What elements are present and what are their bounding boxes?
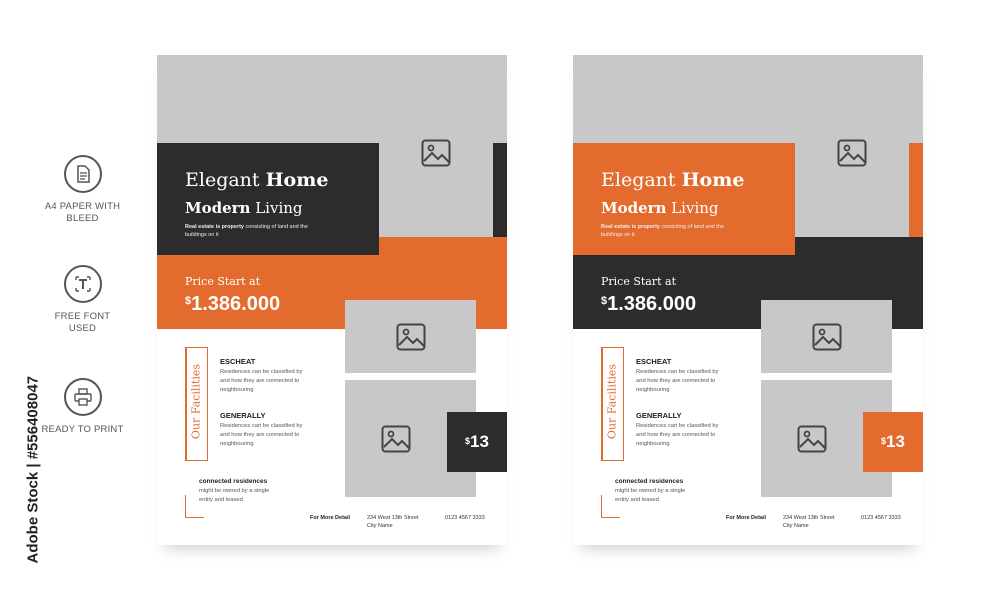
image-placeholder-small bbox=[345, 300, 476, 373]
image-icon bbox=[396, 323, 426, 351]
subheadline: Modern Living bbox=[601, 199, 719, 217]
document-icon bbox=[64, 155, 102, 193]
feature-label: READY TO PRINT bbox=[41, 424, 124, 435]
connected-text: might be owned by a single entity and leased bbox=[199, 488, 270, 503]
facility-text: Residences can be classified by and how they are connected to neighbouring bbox=[220, 423, 303, 447]
facility-title: GENERALLY bbox=[636, 411, 682, 420]
address: 234 West 13th Street City Name bbox=[783, 515, 835, 529]
price-value: $1.386.000 bbox=[185, 293, 281, 315]
facilities-title: Our Facilities bbox=[189, 363, 203, 440]
address: 234 West 13th Street City Name bbox=[367, 515, 419, 529]
headline: Elegant Home bbox=[601, 169, 745, 191]
headline: Elegant Home bbox=[185, 169, 329, 191]
connected-text: might be owned by a single entity and leased bbox=[615, 488, 686, 503]
flyer-orange-variant bbox=[573, 55, 923, 545]
image-icon bbox=[381, 425, 411, 453]
price-value: $1.386.000 bbox=[601, 293, 697, 315]
phone-number: 0123 4567 3333 bbox=[445, 515, 485, 521]
feature-free-font bbox=[40, 265, 125, 335]
feature-a4-paper bbox=[40, 155, 125, 225]
facility-text: Residences can be classified by and how they are connected to neighbouring bbox=[220, 369, 303, 393]
facility-text: Residences can be classified by and how they are connected to neighbouring bbox=[636, 369, 719, 393]
price-label: Price Start at bbox=[601, 275, 677, 288]
image-icon bbox=[797, 425, 827, 453]
side-accent-bar bbox=[493, 143, 507, 237]
image-icon bbox=[421, 139, 451, 167]
feature-ready-print bbox=[40, 378, 125, 436]
font-icon bbox=[64, 265, 102, 303]
side-accent-bar bbox=[909, 143, 923, 237]
price-badge: $ 13 bbox=[863, 412, 923, 472]
connected-title: connected residences bbox=[615, 478, 684, 485]
corner-accent bbox=[601, 495, 620, 518]
price-badge: $ 13 bbox=[447, 412, 507, 472]
headline-description: Real estate is property consisting of land and the buildings on it bbox=[185, 224, 308, 238]
printer-icon bbox=[64, 378, 102, 416]
stock-watermark: Adobe Stock | #556408047 bbox=[24, 375, 42, 564]
price-label: Price Start at bbox=[185, 275, 261, 288]
feature-label: FREE FONT USED bbox=[54, 311, 111, 334]
facilities-title: Our Facilities bbox=[605, 363, 619, 440]
feature-label: A4 PAPER WITH BLEED bbox=[44, 201, 121, 224]
connected-title: connected residences bbox=[199, 478, 268, 485]
image-icon bbox=[812, 323, 842, 351]
corner-accent bbox=[185, 495, 204, 518]
facility-title: ESCHEAT bbox=[220, 357, 256, 366]
more-detail-label: For More Detail bbox=[310, 515, 351, 521]
facility-title: ESCHEAT bbox=[636, 357, 672, 366]
image-icon bbox=[837, 139, 867, 167]
facility-text: Residences can be classified by and how they are connected to neighbouring bbox=[636, 423, 719, 447]
facility-title: GENERALLY bbox=[220, 411, 266, 420]
headline-description: Real estate is property consisting of land and the buildings on it bbox=[601, 224, 724, 238]
flyer-dark-variant bbox=[157, 55, 507, 545]
image-placeholder-small bbox=[761, 300, 892, 373]
phone-number: 0123 4567 3333 bbox=[861, 515, 901, 521]
subheadline: Modern Living bbox=[185, 199, 303, 217]
more-detail-label: For More Detail bbox=[726, 515, 767, 521]
